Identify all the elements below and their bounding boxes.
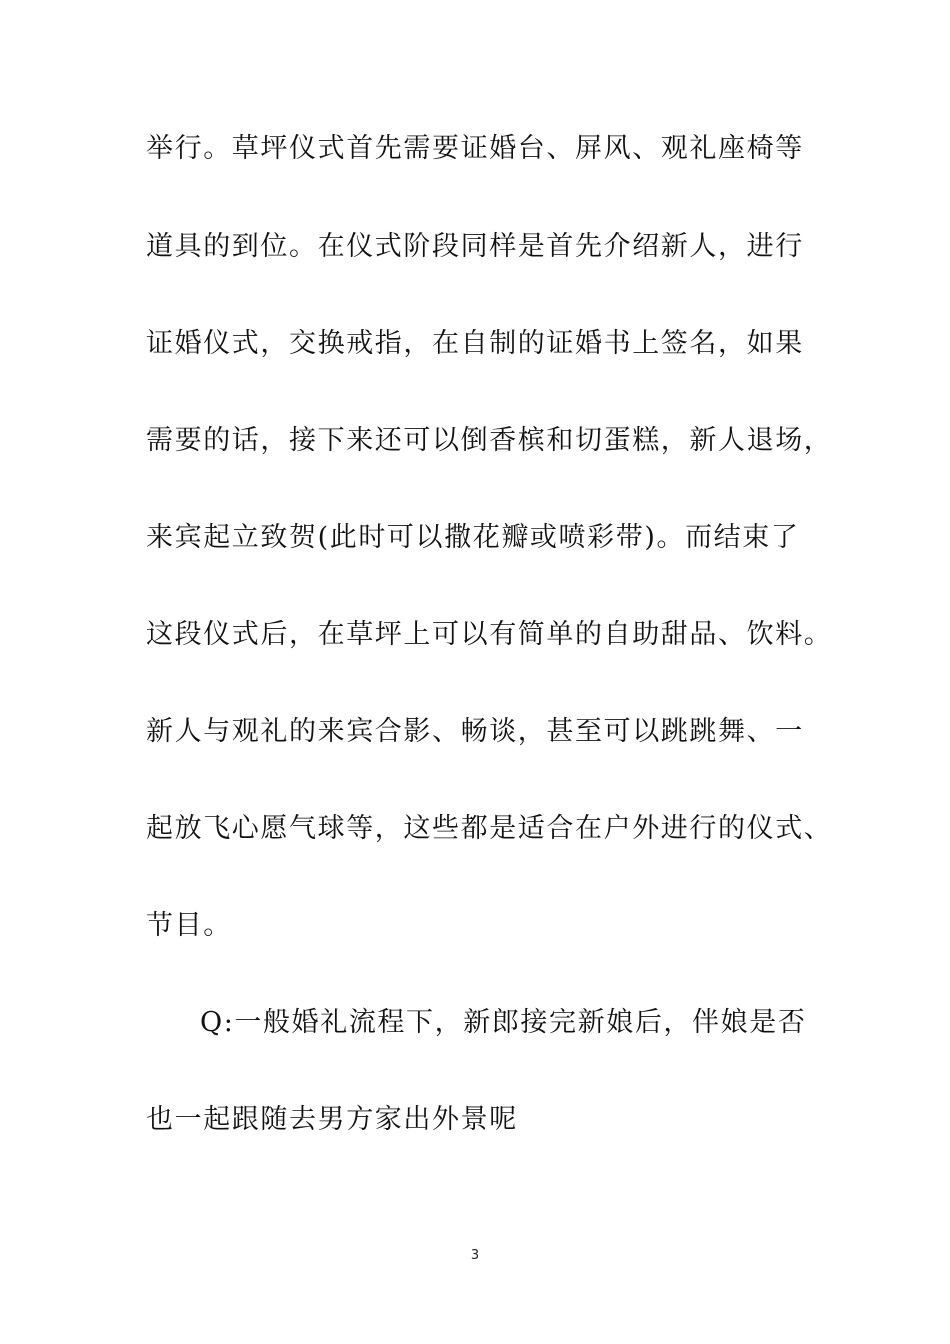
page-number: 3 (470, 1248, 480, 1263)
question-line: Q:一般婚礼流程下，新郎接完新娘后，伴娘是否 (200, 1007, 807, 1038)
question-line: 也一起跟随去男方家出外景呢 (146, 1104, 518, 1135)
paragraph-line: 道具的到位。在仪式阶段同样是首先介绍新人，进行 (146, 231, 804, 262)
paragraph-line: 节目。 (146, 910, 232, 941)
paragraph-line: 举行。草坪仪式首先需要证婚台、屏风、观礼座椅等 (146, 133, 804, 164)
paragraph-line: 新人与观礼的来宾合影、畅谈，甚至可以跳跳舞、一 (146, 716, 804, 747)
paragraph-line: 这段仪式后，在草坪上可以有简单的自助甜品、饮料。 (146, 619, 833, 650)
paragraph-line: 需要的话，接下来还可以倒香槟和切蛋糕，新人退场， (146, 425, 833, 456)
paragraph-line: 来宾起立致贺(此时可以撒花瓣或喷彩带)。而结束了 (146, 522, 800, 553)
paragraph-line: 起放飞心愿气球等，这些都是适合在户外进行的仪式、 (146, 813, 833, 844)
paragraph-line: 证婚仪式，交换戒指，在自制的证婚书上签名，如果 (146, 328, 804, 359)
